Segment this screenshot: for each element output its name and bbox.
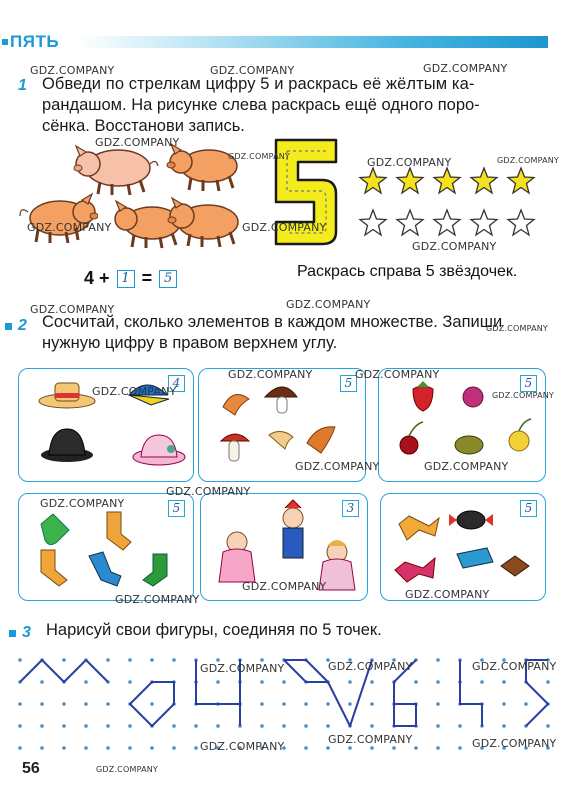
grid-dot[interactable] <box>150 658 154 662</box>
watermark: GDZ.COMPANY <box>424 460 509 473</box>
task-1-line-3: сёнка. Восстанови запись. <box>42 117 245 135</box>
shape-zigzag <box>20 660 86 682</box>
star-filled-icon <box>506 166 536 196</box>
equation-result-box[interactable]: 5 <box>159 270 177 288</box>
grid-dot[interactable] <box>18 658 22 662</box>
watermark: GDZ.COMPANY <box>200 662 285 675</box>
pig-colored-icon <box>16 188 98 246</box>
grid-dot[interactable] <box>194 746 198 750</box>
section-header <box>8 32 548 54</box>
grid-dot[interactable] <box>62 746 66 750</box>
star-outline-icon[interactable] <box>432 208 462 238</box>
watermark: GDZ.COMPANY <box>242 221 327 234</box>
grid-dot[interactable] <box>106 746 110 750</box>
grid-dot[interactable] <box>458 746 462 750</box>
grid-dot[interactable] <box>282 724 286 728</box>
watermark: GDZ.COMPANY <box>423 62 508 75</box>
watermark: GDZ.COMPANY <box>30 64 115 77</box>
star-outline-icon[interactable] <box>506 208 536 238</box>
grid-dot[interactable] <box>194 724 198 728</box>
watermark: GDZ.COMPANY <box>405 588 490 601</box>
grid-dot[interactable] <box>370 746 374 750</box>
grid-dot[interactable] <box>304 702 308 706</box>
watermark: GDZ.COMPANY <box>200 740 285 753</box>
watermark: GDZ.COMPANY <box>115 593 200 606</box>
task-2-line-1: Сосчитай, сколько элементов в каждом множестве. Запиши <box>42 313 503 331</box>
watermark: GDZ.COMPANY <box>210 64 295 77</box>
grid-dot[interactable] <box>172 746 176 750</box>
star-outline-icon[interactable] <box>469 208 499 238</box>
grid-dot[interactable] <box>326 746 330 750</box>
grid-dot[interactable] <box>414 680 418 684</box>
grid-dot[interactable] <box>128 680 132 684</box>
header-gradient-bar <box>78 36 548 48</box>
watermark: GDZ.COMPANY <box>228 368 313 381</box>
set-candies <box>380 493 546 601</box>
watermark: GDZ.COMPANY <box>367 156 452 169</box>
grid-dot[interactable] <box>84 680 88 684</box>
watermark: GDZ.COMPANY <box>286 298 371 311</box>
shape-zigzag-end <box>86 660 108 682</box>
watermark: GDZ.COMPANY <box>412 240 497 253</box>
star-outline-icon[interactable] <box>395 208 425 238</box>
grid-dot[interactable] <box>282 702 286 706</box>
star-filled-icon <box>432 166 462 196</box>
grid-dot[interactable] <box>84 724 88 728</box>
grid-dot[interactable] <box>40 746 44 750</box>
grid-dot[interactable] <box>524 702 528 706</box>
grid-dot[interactable] <box>502 680 506 684</box>
watermark: GDZ.COMPANY <box>95 136 180 149</box>
grid-dot[interactable] <box>502 702 506 706</box>
watermark: GDZ.COMPANY <box>27 221 112 234</box>
pig-colored-icon <box>166 192 248 250</box>
grid-dot[interactable] <box>18 702 22 706</box>
equation <box>84 268 179 289</box>
set-dolls-answer[interactable]: 3 <box>342 500 359 517</box>
task-2-text <box>42 312 547 354</box>
watermark: GDZ.COMPANY <box>497 156 560 165</box>
grid-dot[interactable] <box>18 724 22 728</box>
footer-watermark: GDZ.COMPANY <box>96 765 159 774</box>
stars-caption: Раскрась справа 5 звёздочек. <box>297 263 518 280</box>
grid-dot[interactable] <box>546 680 550 684</box>
watermark: GDZ.COMPANY <box>492 391 555 400</box>
grid-dot[interactable] <box>326 724 330 728</box>
watermark: GDZ.COMPANY <box>472 660 557 673</box>
equation-left: 4 <box>84 268 95 288</box>
grid-dot[interactable] <box>480 680 484 684</box>
grid-dot[interactable] <box>128 658 132 662</box>
set-socks-answer[interactable]: 5 <box>168 500 185 517</box>
grid-dot[interactable] <box>348 680 352 684</box>
page-title: ПЯТЬ <box>10 32 60 51</box>
page-number: 56 <box>22 760 40 777</box>
grid-dot[interactable] <box>348 702 352 706</box>
grid-dot[interactable] <box>150 702 154 706</box>
grid-dot[interactable] <box>84 746 88 750</box>
star-filled-icon <box>358 166 388 196</box>
grid-dot[interactable] <box>260 680 264 684</box>
grid-dot[interactable] <box>392 746 396 750</box>
grid-dot[interactable] <box>40 680 44 684</box>
task-2-line-2: нужную цифру в правом верхнем углу. <box>42 334 338 352</box>
grid-dot[interactable] <box>326 702 330 706</box>
task-3-number: 3 <box>22 624 31 641</box>
filled-stars-row <box>358 166 536 196</box>
grid-dot[interactable] <box>40 724 44 728</box>
task-1-line-2: рандашом. На рисунке слева раскрась ещё одного поро- <box>42 96 480 114</box>
grid-dot[interactable] <box>348 746 352 750</box>
task-1-text <box>42 74 542 137</box>
grid-dot[interactable] <box>436 724 440 728</box>
watermark: GDZ.COMPANY <box>295 460 380 473</box>
grid-dot[interactable] <box>172 724 176 728</box>
outline-stars-row <box>358 208 536 238</box>
grid-dot[interactable] <box>260 724 264 728</box>
grid-dot[interactable] <box>546 724 550 728</box>
watermark: GDZ.COMPANY <box>92 385 177 398</box>
grid-dot[interactable] <box>128 724 132 728</box>
watermark: GDZ.COMPANY <box>40 497 125 510</box>
grid-dot[interactable] <box>370 724 374 728</box>
grid-dot[interactable] <box>370 702 374 706</box>
grid-dot[interactable] <box>172 658 176 662</box>
grid-dot[interactable] <box>106 658 110 662</box>
watermark: GDZ.COMPANY <box>472 737 557 750</box>
grid-dot[interactable] <box>106 724 110 728</box>
task-2-number: 2 <box>18 317 27 334</box>
grid-dot[interactable] <box>436 658 440 662</box>
grid-dot[interactable] <box>458 724 462 728</box>
set-fruits-answer[interactable]: 5 <box>520 375 537 392</box>
grid-dot[interactable] <box>436 702 440 706</box>
watermark: GDZ.COMPANY <box>328 733 413 746</box>
grid-dot[interactable] <box>414 746 418 750</box>
grid-dot[interactable] <box>370 680 374 684</box>
grid-dot[interactable] <box>84 702 88 706</box>
grid-dot[interactable] <box>282 680 286 684</box>
grid-dot[interactable] <box>106 702 110 706</box>
grid-dot[interactable] <box>40 702 44 706</box>
grid-dot[interactable] <box>502 724 506 728</box>
grid-dot[interactable] <box>436 746 440 750</box>
grid-dot[interactable] <box>304 724 308 728</box>
watermark: GDZ.COMPANY <box>486 324 549 333</box>
grid-dot[interactable] <box>62 702 66 706</box>
task-1-number: 1 <box>18 77 27 94</box>
grid-dot[interactable] <box>216 680 220 684</box>
grid-dot[interactable] <box>260 702 264 706</box>
equation-addend-box[interactable]: 1 <box>117 270 135 288</box>
watermark: GDZ.COMPANY <box>242 580 327 593</box>
watermark: GDZ.COMPANY <box>228 152 291 161</box>
watermark: GDZ.COMPANY <box>355 368 440 381</box>
watermark: GDZ.COMPANY <box>166 485 251 498</box>
star-outline-icon[interactable] <box>358 208 388 238</box>
grid-dot[interactable] <box>436 680 440 684</box>
grid-dot[interactable] <box>150 746 154 750</box>
grid-dot[interactable] <box>304 746 308 750</box>
grid-dot[interactable] <box>62 658 66 662</box>
set-mushrooms-answer[interactable]: 5 <box>340 375 357 392</box>
grid-dot[interactable] <box>216 724 220 728</box>
star-filled-icon <box>395 166 425 196</box>
watermark: GDZ.COMPANY <box>30 303 115 316</box>
star-filled-icon <box>469 166 499 196</box>
grid-dot[interactable] <box>128 746 132 750</box>
watermark: GDZ.COMPANY <box>328 660 413 673</box>
grid-dot[interactable] <box>62 724 66 728</box>
shape-flag <box>284 660 328 682</box>
set-hats-answer[interactable]: 4 <box>168 375 185 392</box>
task-1-line-1: Обведи по стрелкам цифру 5 и раскрась её жёлтым ка- <box>42 75 475 93</box>
equation-plus: + <box>99 268 110 288</box>
equation-equals: = <box>141 268 153 288</box>
grid-dot[interactable] <box>18 746 22 750</box>
task-3-text: Нарисуй свои фигуры, соединяя по 5 точек. <box>46 621 382 639</box>
set-candies-answer[interactable]: 5 <box>520 500 537 517</box>
